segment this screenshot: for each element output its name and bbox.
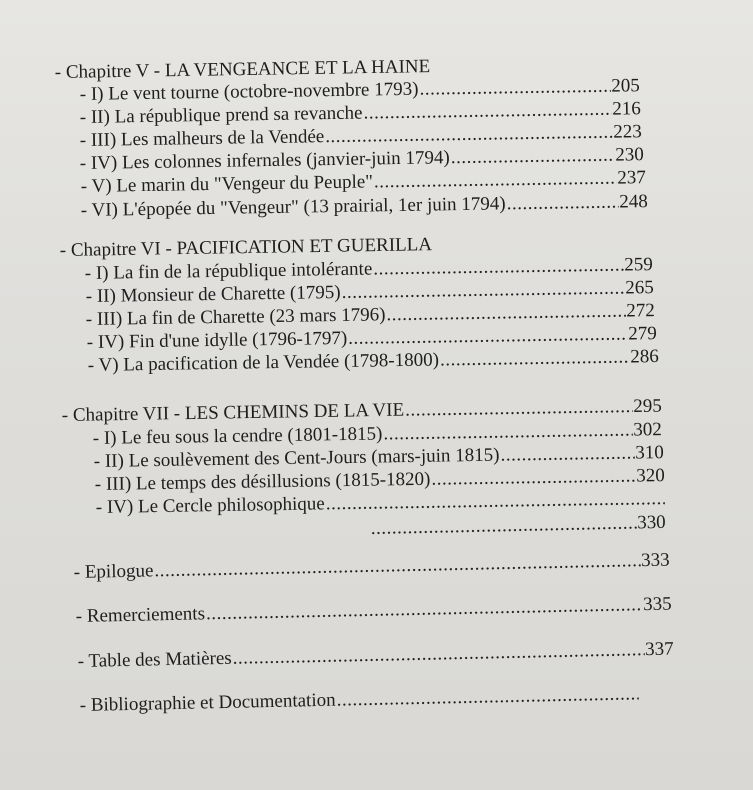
chapter-title-text: - Chapitre VI - PACIFICATION ET GUERILLA	[59, 234, 433, 262]
toc-entry-page: 223	[613, 121, 642, 143]
toc-entry-label: - III) Le temps des désillusions (1815-1820)	[94, 468, 431, 496]
toc-entry-label: - Bibliographie et Documentation	[79, 689, 336, 717]
dot-leader	[326, 488, 665, 515]
toc-entry	[78, 639, 674, 673]
toc-entry	[80, 683, 640, 717]
dot-leader	[386, 301, 625, 327]
toc-entry	[76, 594, 672, 628]
dot-leader	[232, 639, 644, 670]
chapter-title-text: - Chapitre V - LA VENGEANCE ET LA HAINE	[54, 56, 431, 84]
toc-entry-page: 320	[636, 465, 665, 487]
toc-entry-label: - Epilogue	[73, 560, 154, 584]
dot-leader	[451, 145, 615, 170]
toc-entry-page: 265	[625, 277, 654, 299]
dot-leader	[206, 594, 643, 625]
dot-leader	[336, 683, 638, 711]
toc-entry-label: - II) La république prend sa revanche	[79, 102, 363, 129]
toc-entry-label: - II) Monsieur de Charette (1795)	[85, 281, 341, 308]
toc-entry-page: 286	[630, 346, 659, 368]
toc-entry-page: 259	[624, 254, 653, 276]
toc-entry-page: 337	[644, 638, 674, 661]
dot-leader	[154, 550, 640, 582]
chapter-title-text: - Chapitre VII - LES CHEMINS DE LA VIE	[61, 399, 405, 427]
toc-entry-page: 248	[619, 191, 648, 213]
dot-leader	[405, 396, 632, 422]
toc-entry-page: 279	[628, 323, 657, 345]
toc-entry-label: - IV) Les colonnes infernales (janvier-juin 1794)	[79, 147, 450, 175]
toc-entry-label: - III) Les malheurs de la Vendée	[79, 126, 325, 152]
toc-entry-label: - I) La fin de la république intolérante	[84, 258, 373, 285]
toc-entry-label: - III) La fin de Charette (23 mars 1796)	[85, 304, 386, 331]
toc-entry	[74, 550, 670, 584]
toc-entry-page: 272	[626, 300, 655, 322]
toc-entry-page: 335	[642, 593, 672, 616]
dot-leader	[373, 255, 623, 281]
toc-entry-label: - Table des Matières	[77, 647, 232, 673]
dot-leader	[363, 99, 611, 125]
toc-entry-page: 216	[612, 98, 641, 120]
toc-entry-page: 330	[636, 511, 666, 534]
toc-entry-page: 237	[617, 167, 646, 189]
dot-leader	[419, 76, 610, 101]
toc-entry-label: - V) Le marin du "Vengeur du Peuple"	[80, 171, 374, 198]
dot-leader	[500, 443, 634, 467]
toc-entry-page: 295	[633, 395, 662, 418]
dot-leader	[506, 192, 618, 216]
toc-entry-label: - V) La pacification de la Vendée (1798-1800)	[87, 349, 440, 377]
toc-entry-label: - II) Le soulèvement des Cent-Jours (mars-juin 1815)	[93, 444, 500, 473]
dot-leader	[431, 466, 635, 491]
dot-leader	[341, 278, 624, 304]
toc-entry-label: - I) Le feu sous la cendre (1801-1815)	[92, 423, 383, 450]
toc-entry-label: - IV) Le Cercle philosophique	[95, 493, 325, 519]
toc-entry-label: - VI) L'épopée du "Vengeur" (13 prairial, 1er juin 1794)	[80, 193, 506, 222]
dot-leader	[440, 346, 630, 371]
toc-entry-page: 230	[615, 144, 644, 166]
toc-entry-label: - IV) Fin d'une idylle (1796-1797)	[86, 327, 348, 354]
dot-leader	[374, 168, 617, 194]
toc-entry-page: 205	[611, 75, 640, 97]
toc-entry-page: 310	[635, 442, 664, 464]
dot-leader	[371, 512, 637, 540]
dot-leader	[383, 420, 632, 446]
toc-entry-label: - Remerciements	[75, 603, 206, 628]
dot-leader	[348, 324, 627, 350]
toc-entry-label: - I) Le vent tourne (octobre-novembre 1793)	[79, 78, 419, 106]
toc-entry-page: 302	[633, 419, 662, 441]
dot-leader	[325, 122, 612, 149]
toc-entry	[370, 512, 666, 540]
toc-entry-page: 333	[640, 549, 670, 572]
